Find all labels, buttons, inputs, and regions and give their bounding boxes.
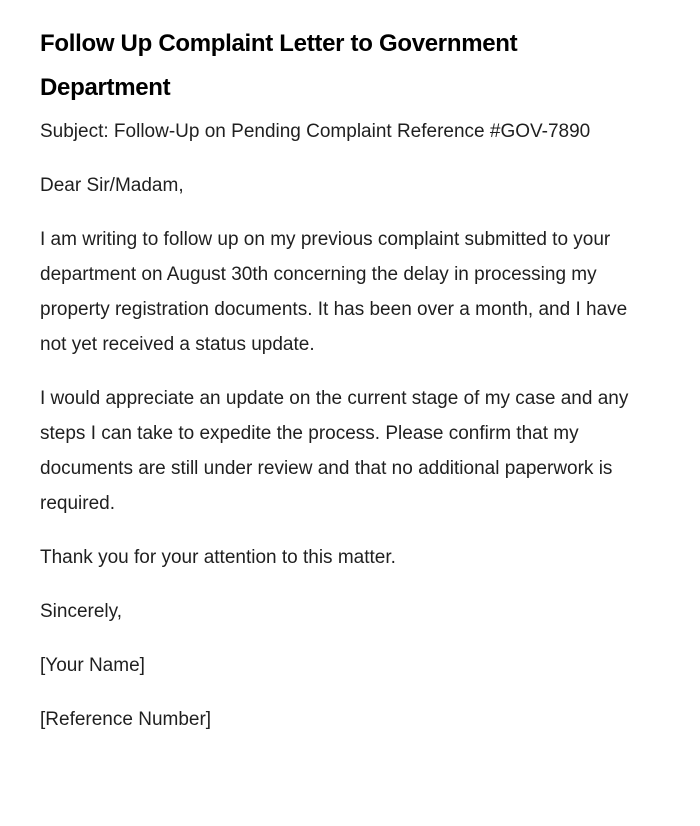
letter-title: Follow Up Complaint Letter to Government Department [40,30,518,101]
letter-salutation: Dear Sir/Madam, [40,175,184,196]
letter-closing: Sincerely, [40,601,123,622]
signature-reference: [Reference Number] [40,709,212,730]
signature-name: [Your Name] [40,655,145,676]
letter-paragraph-3: Thank you for your attention to this matter. [40,547,396,568]
letter-subject: Subject: Follow-Up on Pending Complaint Reference #GOV-7890 [40,121,591,142]
letter-paragraph-2: I would appreciate an update on the current stage of my case and any steps I can take to expedite the process. Please confirm that my documents are still under review and that no additional paperwork is required. [40,388,629,514]
letter-paragraph-1: I am writing to follow up on my previous complaint submitted to your department on August 30th concerning the delay in processing my property registration documents. It has been over a month, and I have not yet received a status update. [40,229,628,355]
